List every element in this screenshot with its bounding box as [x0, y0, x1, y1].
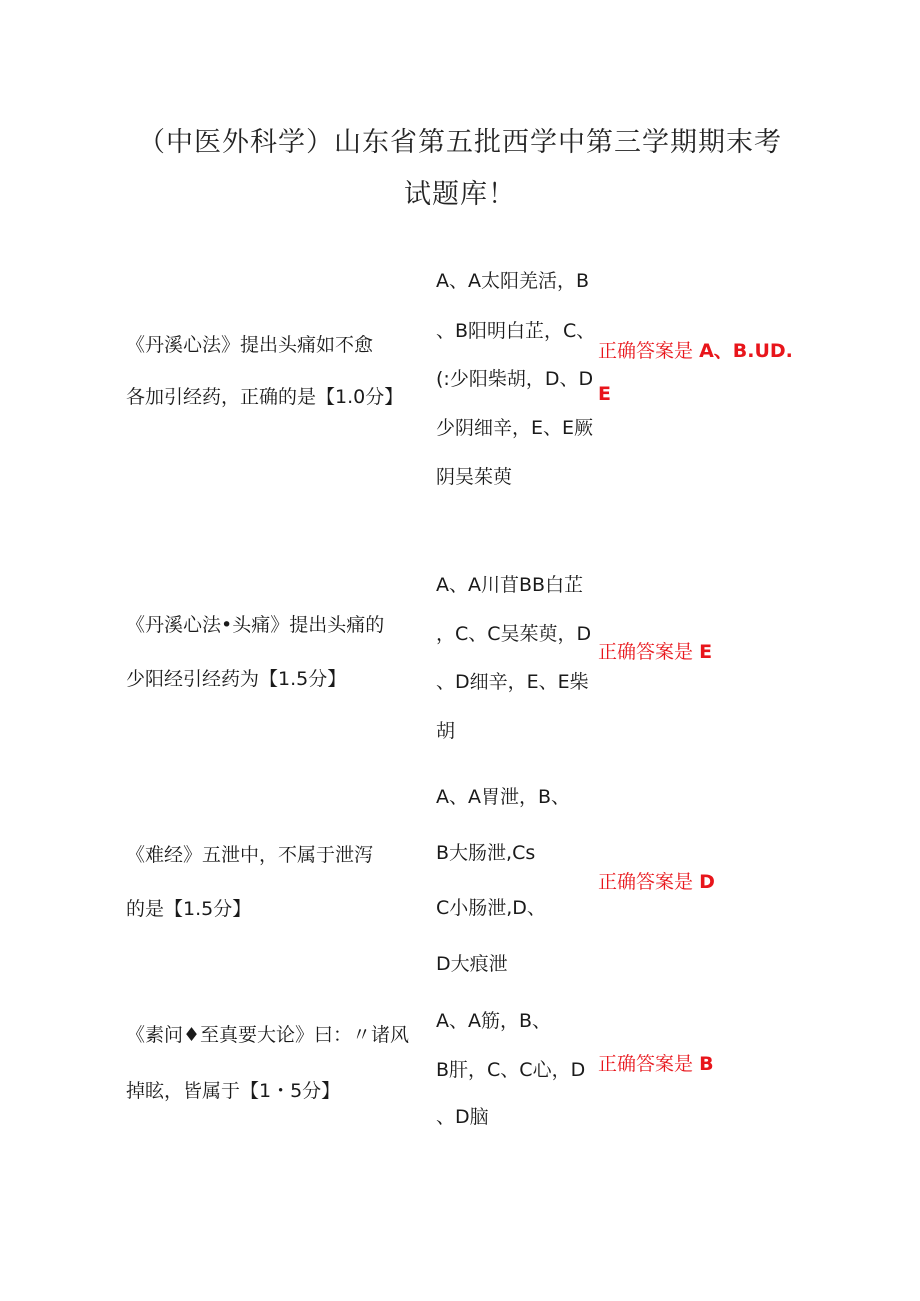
option-line: A、A太阳羌活，B: [436, 270, 590, 292]
question-line: 《素问♦至真要大论》曰：〃诸风: [126, 1024, 410, 1046]
option-line: ，C、C吴茱萸，D: [436, 623, 592, 645]
answer-prefix: 正确答案是: [598, 871, 694, 893]
answer-line: [598, 867, 715, 894]
answer-prefix: 正确答案是: [598, 641, 694, 663]
option-line: 、D细辛，E、E柴: [436, 671, 589, 693]
option-line: B肝，C、C心，D: [436, 1059, 586, 1081]
option-line: B大肠泄,Cs: [436, 842, 536, 864]
question-line: 各加引经药，正确的是【1.0分】: [126, 386, 404, 408]
answer-value-continued: E: [598, 383, 611, 405]
document-title-line-2: 试题库！: [404, 179, 516, 210]
question-line: 的是【1.5分】: [126, 898, 252, 920]
option-line: A、A川苜BB白芷: [436, 574, 584, 596]
option-line: 少阴细辛，E、E厥: [436, 417, 594, 439]
answer-prefix: 正确答案是: [598, 1053, 694, 1075]
answer-value: A、B.UD.: [699, 340, 793, 362]
option-line: 阴吴茱萸: [436, 466, 513, 488]
question-line: 《丹溪心法•头痛》提出头痛的: [126, 614, 385, 636]
answer-value: E: [699, 641, 713, 663]
option-line: A、A胃泄，B、: [436, 786, 571, 808]
answer-line: [598, 336, 793, 363]
option-line: (:少阳柴胡，D、D: [436, 368, 594, 390]
option-line: 、D脑: [436, 1106, 489, 1128]
question-line: 《丹溪心法》提出头痛如不愈: [126, 334, 374, 356]
option-line: 胡: [436, 720, 456, 742]
document-title-line-1: （中医外科学）山东省第五批西学中第三学期期末考: [138, 127, 782, 158]
answer-prefix: 正确答案是: [598, 340, 694, 362]
answer-value: B: [699, 1053, 714, 1075]
option-line: C小肠泄,D、: [436, 897, 546, 919]
question-line: 《难经》五泄中，不属于泄泻: [126, 844, 374, 866]
option-line: D大痕泄: [436, 953, 508, 975]
answer-line: [598, 383, 611, 405]
option-line: A、A筋，B、: [436, 1010, 552, 1032]
option-line: 、B阳明白芷，C、: [436, 320, 596, 342]
question-line: 掉眩，皆属于【1・5分】: [126, 1080, 341, 1102]
answer-line: [598, 637, 712, 664]
question-line: 少阳经引经药为【1.5分】: [126, 668, 347, 690]
answer-value: D: [699, 871, 715, 893]
answer-line: [598, 1049, 714, 1076]
